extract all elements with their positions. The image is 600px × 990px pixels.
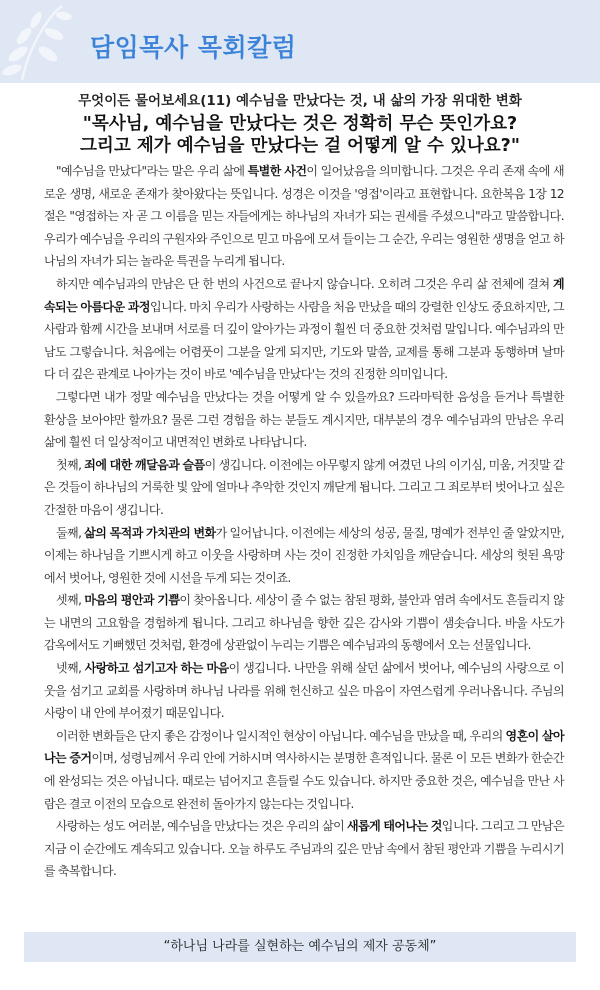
paragraph-4: 첫째, 죄에 대한 깨달음과 슬픔이 생깁니다. 이전에는 아무렇지 않게 여겼던 나의 이기심, 미움, 거짓말 같은 것들이 하나님의 거룩한 빛 앞에 얼마나 추악한 것인지 깨닫게 됩니다. 그리고 그 죄로부터 벗어나고 싶은 간절한 마음이 생깁니다.: [44, 457, 564, 517]
paragraph-8: 이러한 변화들은 단지 좋은 감정이나 일시적인 현상이 아닙니다. 예수님을 만났을 때, 우리의 영혼이 살아나는 증거이며, 성령님께서 우리 안에 거하시며 역사하시는 분명한 흔적입니다. 물론 이 모든 변화가 한순간에 완성되는 것은 아닙니다. 때로는 넘어지고 흔들릴 수도 있습니다. 하지만 중요한 것은, 예수님을 만난 사람은 결코 이전의 모습으로 완전히 돌아가지 않는다는 것입니다.: [44, 728, 564, 811]
headline-question: [0, 113, 600, 157]
headline-line-2: 그리고 제가 예수님을 만났다는 걸 어떻게 알 수 있나요?": [80, 136, 520, 156]
paragraph-9: 사랑하는 성도 여러분, 예수님을 만났다는 것은 우리의 삶이 새롭게 태어나는 것입니다. 그리고 그 만남은 지금 이 순간에도 계속되고 있습니다. 오늘 하루도 주님과의 깊은 만남 속에서 참된 평안과 기쁨을 누리시기를 축복합니다.: [44, 819, 565, 879]
paragraph-1: "예수님을 만났다"라는 말은 우리 삶에 특별한 사건이 일어났음을 의미합니다. 그것은 우리 존재 속에 새로운 생명, 새로운 존재가 찾아왔다는 뜻입니다. 성경은 이것을 '영접'이라고 표현합니다. 요한복음 1장 12절은 "영접하는 자 곧 그 이름을 믿는 자들에게는 하나님의 자녀가 되는 권세를 주셨으니"라고 말씀합니다. 우리가 예수님을 우리의 구원자와 주인으로 믿고 마음에 모셔 들이는 그 순간, 우리는 영원한 생명을 얻고 하나님의 자녀가 되는 놀라운 특권을 누리게 됩니다.: [44, 164, 564, 269]
series-subtitle: 무엇이든 물어보세요(11) 예수님을 만났다는 것, 내 삶의 가장 위대한 변화: [78, 93, 522, 109]
church-motto: “하나님 나라를 실현하는 예수님의 제자 공동체”: [24, 932, 576, 962]
paragraph-6: 셋째, 마음의 평안과 기쁨이 찾아옵니다. 세상이 줄 수 없는 참된 평화, 불안과 염려 속에서도 흔들리지 않는 내면의 고요함을 경험하게 됩니다. 그리고 하나님을 향한 깊은 감사와 기쁨이 샘솟습니다. 바울 사도가 감옥에서도 기뻐했던 것처럼, 환경에 상관없이 누리는 기쁨은 예수님과의 동행에서 오는 선물입니다.: [44, 593, 564, 653]
paragraph-2: 하지만 예수님과의 만남은 단 한 번의 사건으로 끝나지 않습니다. 오히려 그것은 우리 삶 전체에 걸쳐 계속되는 아름다운 과정입니다. 마치 우리가 사랑하는 사람을 처음 만났을 때의 강렬한 인상도 중요하지만, 그 사람과 함께 시간을 보내며 서로를 더 깊이 알아가는 과정이 훨씬 더 중요한 것처럼 말입니다. 예수님과의 만남도 그렇습니다. 처음에는 어렴풋이 그분을 알게 되지만, 기도와 말씀, 교제를 통해 그분과 동행하며 날마다 더 깊은 관계로 나아가는 것이 바로 '예수님을 만났다'는 것의 진정한 의미입니다.: [44, 276, 565, 382]
column-body: [44, 160, 564, 883]
column-title: 담임목사 목회칼럼: [90, 33, 297, 62]
paragraph-7: 넷째, 사랑하고 섬기고자 하는 마음이 생깁니다. 나만을 위해 살던 삶에서 벗어나, 예수님의 사랑으로 이웃을 섬기고 교회를 사랑하며 하나님 나라를 위해 헌신하고 싶은 마음이 자연스럽게 우러나옵니다. 주님의 사랑이 내 안에 부어졌기 때문입니다.: [44, 661, 564, 721]
leaf-branch-icon: [2, 2, 76, 82]
headline-line-1: "목사님, 예수님을 만났다는 것은 정확히 무슨 뜻인가요?: [82, 114, 518, 134]
column-header: [0, 0, 600, 83]
paragraph-3: 그렇다면 내가 정말 예수님을 만났다는 것을 어떻게 알 수 있을까요? 드라마틱한 음성을 듣거나 특별한 환상을 보아야만 할까요? 물론 그런 경험을 하는 분들도 계시지만, 대부분의 경우 예수님과의 만남은 우리 삶에 훨씬 더 일상적이고 내면적인 변화로 나타납니다.: [44, 389, 564, 450]
paragraph-5: 둘째, 삶의 목적과 가치관의 변화가 일어납니다. 이전에는 세상의 성공, 물질, 명예가 전부인 줄 알았지만, 이제는 하나님을 기쁘시게 하고 이웃을 사랑하며 사는 것이 진정한 가치임을 깨닫습니다. 세상의 헛된 욕망에서 벗어나, 영원한 것에 시선을 두게 되는 것이죠.: [44, 525, 564, 585]
